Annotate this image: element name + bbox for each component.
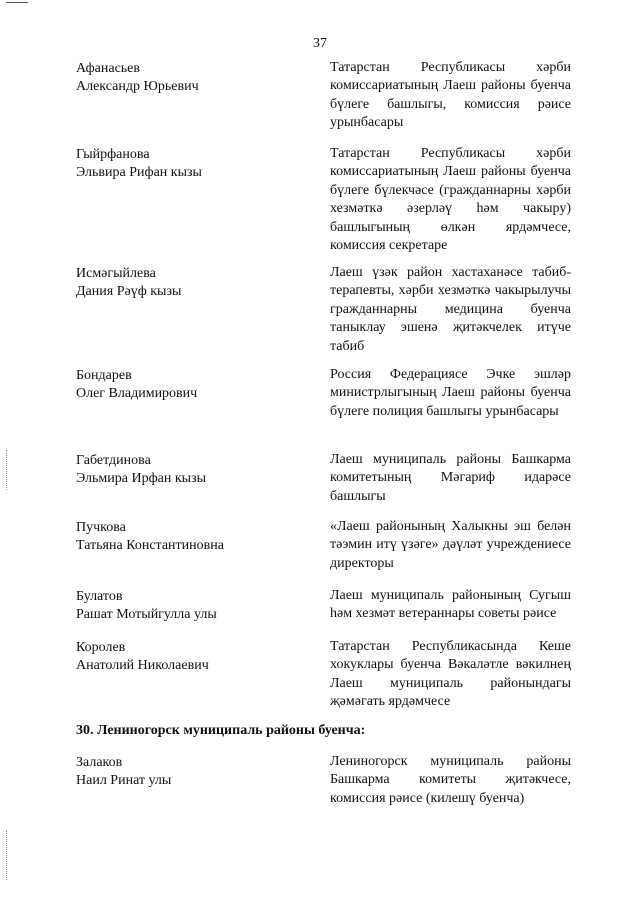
member-surname: Бондарев [76, 368, 132, 383]
member-role: Лаеш муниципаль районы Башкарма комитетының Мәгариф идарәсе башлыгы [330, 452, 571, 504]
section-heading: 30. Лениногорск муниципаль районы буенча: [76, 723, 366, 738]
member-given-names: Дания Рәүф кызы [76, 284, 182, 299]
member-name [76, 367, 306, 403]
member-role: «Лаеш районының Халыкны эш белән тәэмин итү үзәге» дәүләт учреждениесе директоры [330, 519, 571, 571]
member-name [76, 452, 306, 488]
member-name [76, 146, 306, 182]
member-name [76, 60, 306, 96]
page-number: 37 [313, 36, 327, 51]
member-role: Татарстан Республикасы хәрби комиссариатының Лаеш районы буенча бүлеге бүлекчәсе (гражданнарны хәрби хезмәткә әзерләү һәм чакыру) башлыгының өлкән ярдәмчесе, комиссия секретаре [330, 146, 571, 254]
member-role: Татарстан Республикасында Кеше хокуклары буенча Вәкаләтле вәкилнең Лаеш муниципаль районындагы җәмәгать ярдәмчесе [330, 639, 571, 710]
member-role: Лениногорск муниципаль районы Башкарма комитеты җитәкчесе, комиссия рәисе (килешү буенча) [330, 754, 571, 806]
member-given-names: Олег Владимирович [76, 386, 198, 401]
member-name [76, 265, 306, 301]
member-surname: Залаков [76, 755, 123, 770]
member-surname: Афанасьев [76, 61, 140, 76]
member-given-names: Наил Ринат улы [76, 773, 172, 788]
member-name [76, 639, 306, 675]
member-given-names: Татьяна Константиновна [76, 538, 224, 553]
member-given-names: Эльвира Рифан кызы [76, 165, 202, 180]
member-name [76, 588, 306, 624]
member-given-names: Эльмира Ирфан кызы [76, 471, 207, 486]
member-given-names: Анатолий Николаевич [76, 658, 209, 673]
member-surname: Булатов [76, 589, 123, 604]
member-role: Татарстан Республикасы хәрби комиссариатының Лаеш районы буенча бүлеге башлыгы, комиссия рәисе урынбасары [330, 60, 571, 131]
member-role: Лаеш үзәк район хастаханәсе табиб-терапевты, хәрби хезмәткә чакырылучы гражданнарны медицина буенча таныклау эшенә җитәкчелек итүче табиб [330, 265, 571, 354]
member-given-names: Рашат Мотыйгулла улы [76, 607, 217, 622]
member-role: Россия Федерациясе Эчке эшләр министрлыгының Лаеш районы буенча бүлеге полиция башлыгы урынбасары [330, 367, 571, 419]
member-role: Лаеш муниципаль районының Сугыш һәм хезмәт ветераннары советы рәисе [330, 588, 571, 622]
member-given-names: Александр Юрьевич [76, 79, 199, 94]
member-name [76, 754, 306, 790]
member-surname: Королев [76, 640, 126, 655]
member-surname: Габетдинова [76, 453, 151, 468]
member-name [76, 519, 306, 555]
member-surname: Гыйрфанова [76, 147, 150, 162]
member-surname: Пучкова [76, 520, 126, 535]
member-surname: Исмәгыйлева [76, 266, 156, 281]
